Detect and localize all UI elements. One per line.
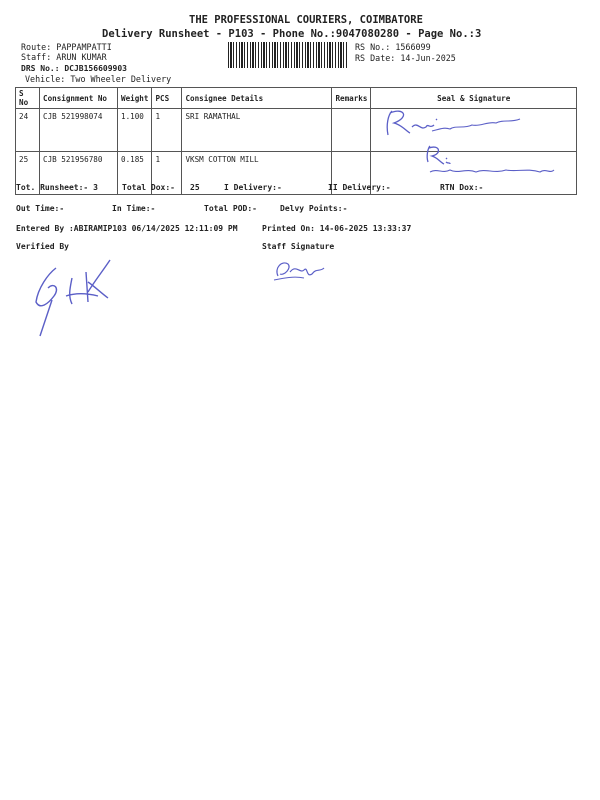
- total-pod: Total POD:-: [204, 204, 257, 213]
- row-weight: 1.100: [118, 109, 152, 152]
- in-time: In Time:-: [112, 204, 156, 213]
- staff-signature: [268, 252, 338, 286]
- row-consignment: CJB 521956780: [40, 152, 118, 195]
- route: Route: PAPPAMPATTI: [21, 42, 112, 52]
- row-remarks: [332, 109, 371, 152]
- vehicle: Vehicle: Two Wheeler Delivery: [25, 74, 172, 84]
- staff-signature-label: Staff Signature: [262, 242, 335, 251]
- ii-delivery: II Delivery:-: [328, 183, 391, 192]
- rs-date: RS Date: 14-Jun-2025: [355, 53, 456, 63]
- total-runsheet: Tot. Runsheet:- 3: [16, 183, 98, 192]
- row-consignment: CJB 521998074: [40, 109, 118, 152]
- rs-number: RS No.: 1566099: [355, 42, 431, 52]
- row-sno: 25: [16, 152, 40, 195]
- row-pcs: 1: [152, 152, 182, 195]
- row-consignee: SRI RAMATHAL: [182, 109, 332, 152]
- row-consignee: VKSM COTTON MILL: [182, 152, 332, 195]
- barcode: [228, 42, 348, 68]
- i-delivery: I Delivery:-: [224, 183, 282, 192]
- verifier-signature: [26, 252, 116, 342]
- receiver-signature-1: [380, 105, 540, 141]
- total-dox-value: 25: [190, 183, 200, 192]
- row-pcs: 1: [152, 109, 182, 152]
- col-weight: Weight: [118, 88, 152, 109]
- drs-number: DRS No.: DCJB156609903: [21, 64, 127, 73]
- out-time: Out Time:-: [16, 204, 65, 213]
- entered-by: Entered By :ABIRAMIP103 06/14/2025 12:11:09 PM: [16, 224, 238, 233]
- col-pcs: PCS: [152, 88, 182, 109]
- col-consignment: Consignment No: [40, 88, 118, 109]
- col-seal-signature: Seal & Signature: [371, 88, 577, 109]
- rtn-dox: RTN Dox:-: [440, 183, 484, 192]
- delivery-points: Delvy Points:-: [280, 204, 348, 213]
- verified-by-label: Verified By: [16, 242, 69, 251]
- col-remarks: Remarks: [332, 88, 371, 109]
- printed-on: Printed On: 14-06-2025 13:33:37: [262, 224, 412, 233]
- col-sno: S No: [16, 88, 40, 109]
- company-title: THE PROFESSIONAL COURIERS, COIMBATORE: [189, 14, 423, 26]
- runsheet-title: Delivery Runsheet - P103 - Phone No.:9047080280 - Page No.:3: [102, 28, 482, 40]
- runsheet-table: [15, 87, 577, 195]
- staff: Staff: ARUN KUMAR: [21, 52, 107, 62]
- row-sno: 24: [16, 109, 40, 152]
- row-weight: 0.185: [118, 152, 152, 195]
- receiver-signature-2: [420, 142, 560, 178]
- col-consignee: Consignee Details: [182, 88, 332, 109]
- total-dox-label: Total Dox:-: [122, 183, 175, 192]
